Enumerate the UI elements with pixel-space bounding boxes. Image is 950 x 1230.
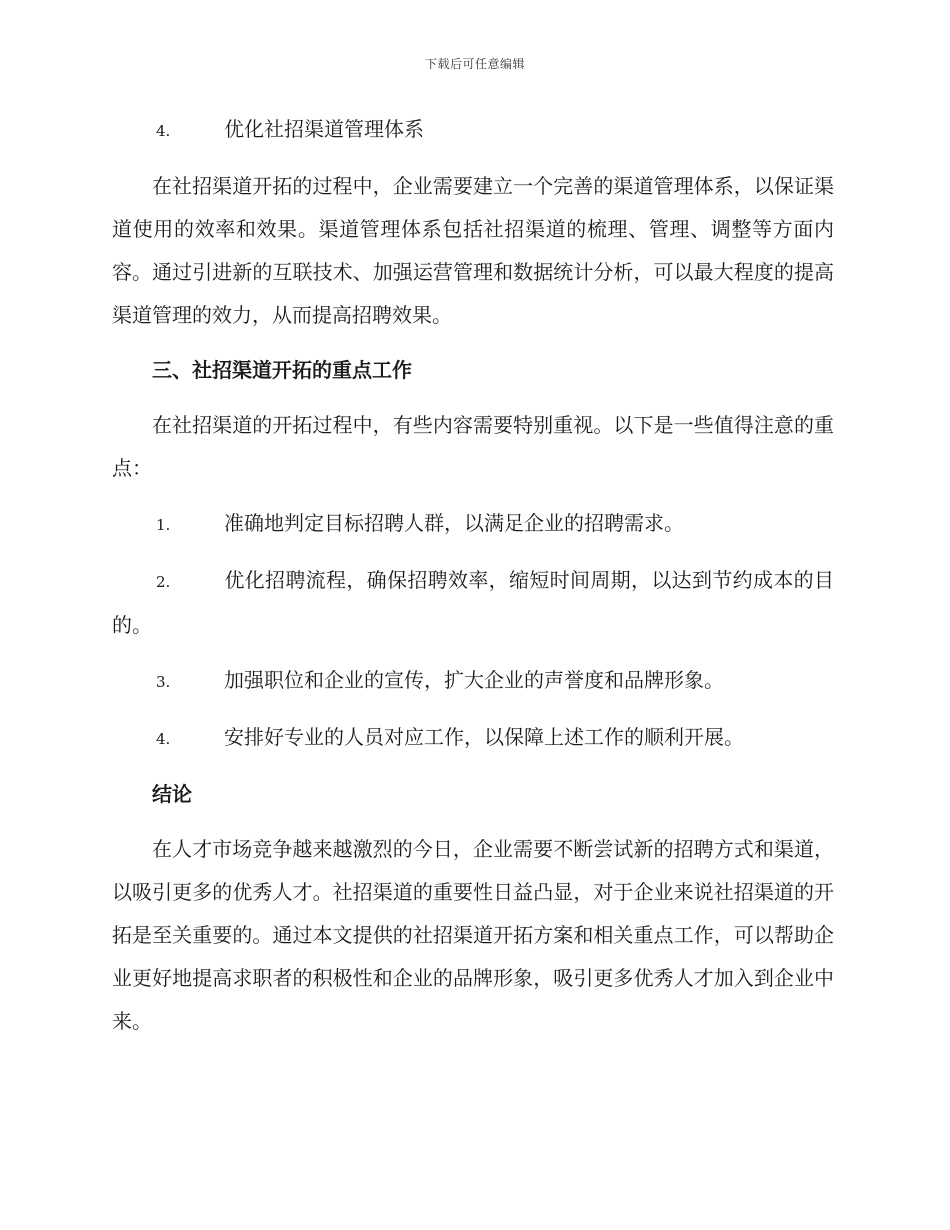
list-item-focus-3	[112, 659, 834, 704]
document-body	[112, 108, 834, 1043]
section-heading-conclusion: 结论	[152, 782, 192, 806]
list-item-number: 4.	[156, 122, 171, 140]
list-item-number: 1.	[156, 516, 171, 534]
list-item-focus-4	[112, 716, 834, 761]
list-item-number: 4.	[156, 730, 171, 748]
page-header: 下载后可任意编辑	[424, 57, 525, 71]
list-item-text: 加强职位和企业的宣传，扩大企业的声誉度和品牌形象。	[224, 668, 724, 692]
paragraph-management-system: 在社招渠道开拓的过程中，企业需要建立一个完善的渠道管理体系，以保证渠道使用的效率和效果。渠道管理体系包括社招渠道的梳理、管理、调整等方面内容。通过引进新的互联技术、加强运营管理和数据统计分析，可以最大程度的提高渠道管理的效力，从而提高招聘效果。	[112, 174, 834, 327]
list-item-text: 准确地判定目标招聘人群，以满足企业的招聘需求。	[224, 511, 684, 535]
list-item-number: 3.	[156, 673, 171, 691]
list-item-number: 2.	[156, 573, 171, 591]
list-item-focus-1	[112, 502, 834, 547]
paragraph-focus-intro: 在社招渠道的开拓过程中，有些内容需要特别重视。以下是一些值得注意的重点：	[112, 413, 834, 480]
list-item-text: 优化社招渠道管理体系	[224, 117, 424, 141]
list-item-focus-2	[112, 559, 834, 647]
list-item-optimize-management	[112, 108, 834, 153]
list-item-text: 安排好专业的人员对应工作，以保障上述工作的顺利开展。	[224, 725, 744, 749]
section-heading-focus: 三、社招渠道开拓的重点工作	[152, 358, 412, 382]
paragraph-conclusion: 在人才市场竞争越来越激烈的今日，企业需要不断尝试新的招聘方式和渠道，以吸引更多的优秀人才。社招渠道的重要性日益凸显，对于企业来说社招渠道的开拓是至关重要的。通过本文提供的社招渠道开拓方案和相关重点工作，可以帮助企业更好地提高求职者的积极性和企业的品牌形象，吸引更多优秀人才加入到企业中来。	[112, 837, 834, 1033]
list-item-text: 优化招聘流程，确保招聘效率，缩短时间周期，以达到节约成本的目的。	[112, 568, 834, 637]
